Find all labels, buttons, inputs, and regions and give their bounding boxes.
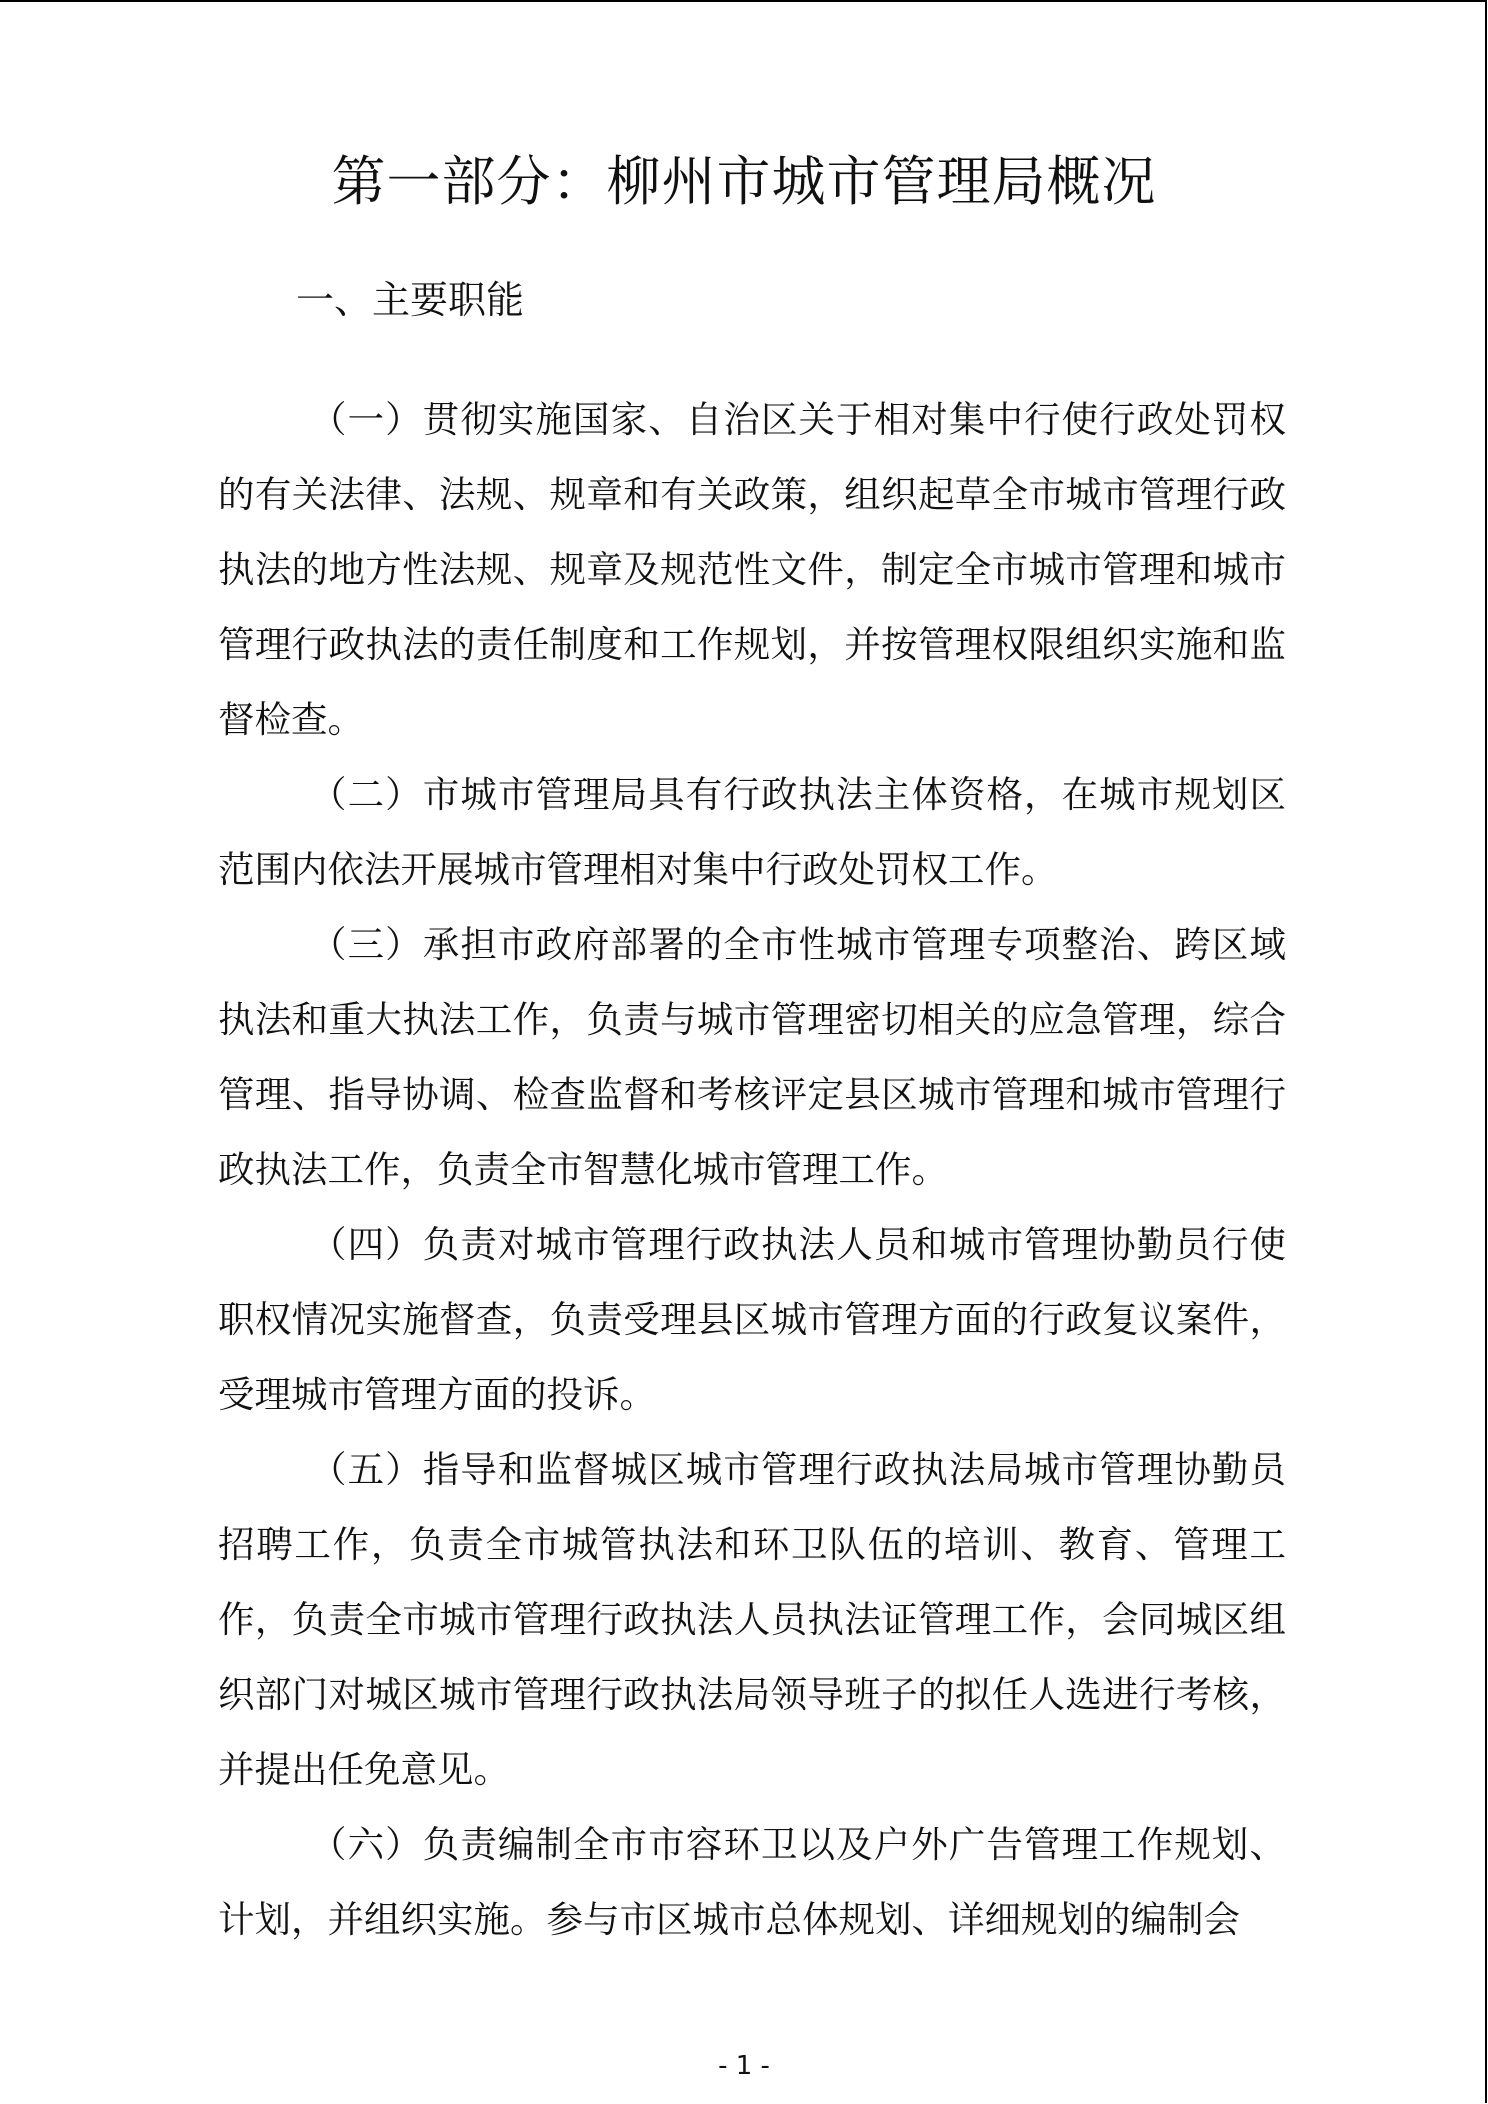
paragraph-4: （四）负责对城市管理行政执法人员和城市管理协勤员行使职权情况实施督查，负责受理县区城市管理方面的行政复议案件，受理城市管理方面的投诉。 — [218, 1223, 1286, 1416]
paragraph-5: （五）指导和监督城区城市管理行政执法局城市管理协勤员招聘工作，负责全市城管执法和环卫队伍的培训、教育、管理工作，负责全市城市管理行政执法人员执法证管理工作，会同城区组织部门对城区城市管理行政执法局领导班子的拟任人选进行考核，并提出任免意见。 — [218, 1448, 1286, 1791]
paragraph-3: （三）承担市政府部署的全市性城市管理专项整治、跨区域执法和重大执法工作，负责与城市管理密切相关的应急管理，综合管理、指导协调、检查监督和考核评定县区城市管理和城市管理行政执法工作，负责全市智慧化城市管理工作。 — [218, 923, 1286, 1191]
section-heading: 一、主要职能 — [296, 278, 525, 322]
document-body — [218, 382, 1286, 1957]
page-number: - 1 - — [718, 2051, 770, 2081]
paragraph-1: （一）贯彻实施国家、自治区关于相对集中行使行政处罚权的有关法律、法规、规章和有关政策，组织起草全市城市管理行政执法的地方性法规、规章及规范性文件，制定全市城市管理和城市管理行政执法的责任制度和工作规划，并按管理权限组织实施和监督检查。 — [218, 398, 1286, 741]
paragraph-2: （二）市城市管理局具有行政执法主体资格，在城市规划区范围内依法开展城市管理相对集中行政处罚权工作。 — [218, 773, 1286, 891]
paragraph-6: （六）负责编制全市市容环卫以及户外广告管理工作规划、计划，并组织实施。参与市区城市总体规划、详细规划的编制会 — [218, 1823, 1286, 1941]
document-title: 第一部分：柳州市城市管理局概况 — [331, 150, 1157, 213]
